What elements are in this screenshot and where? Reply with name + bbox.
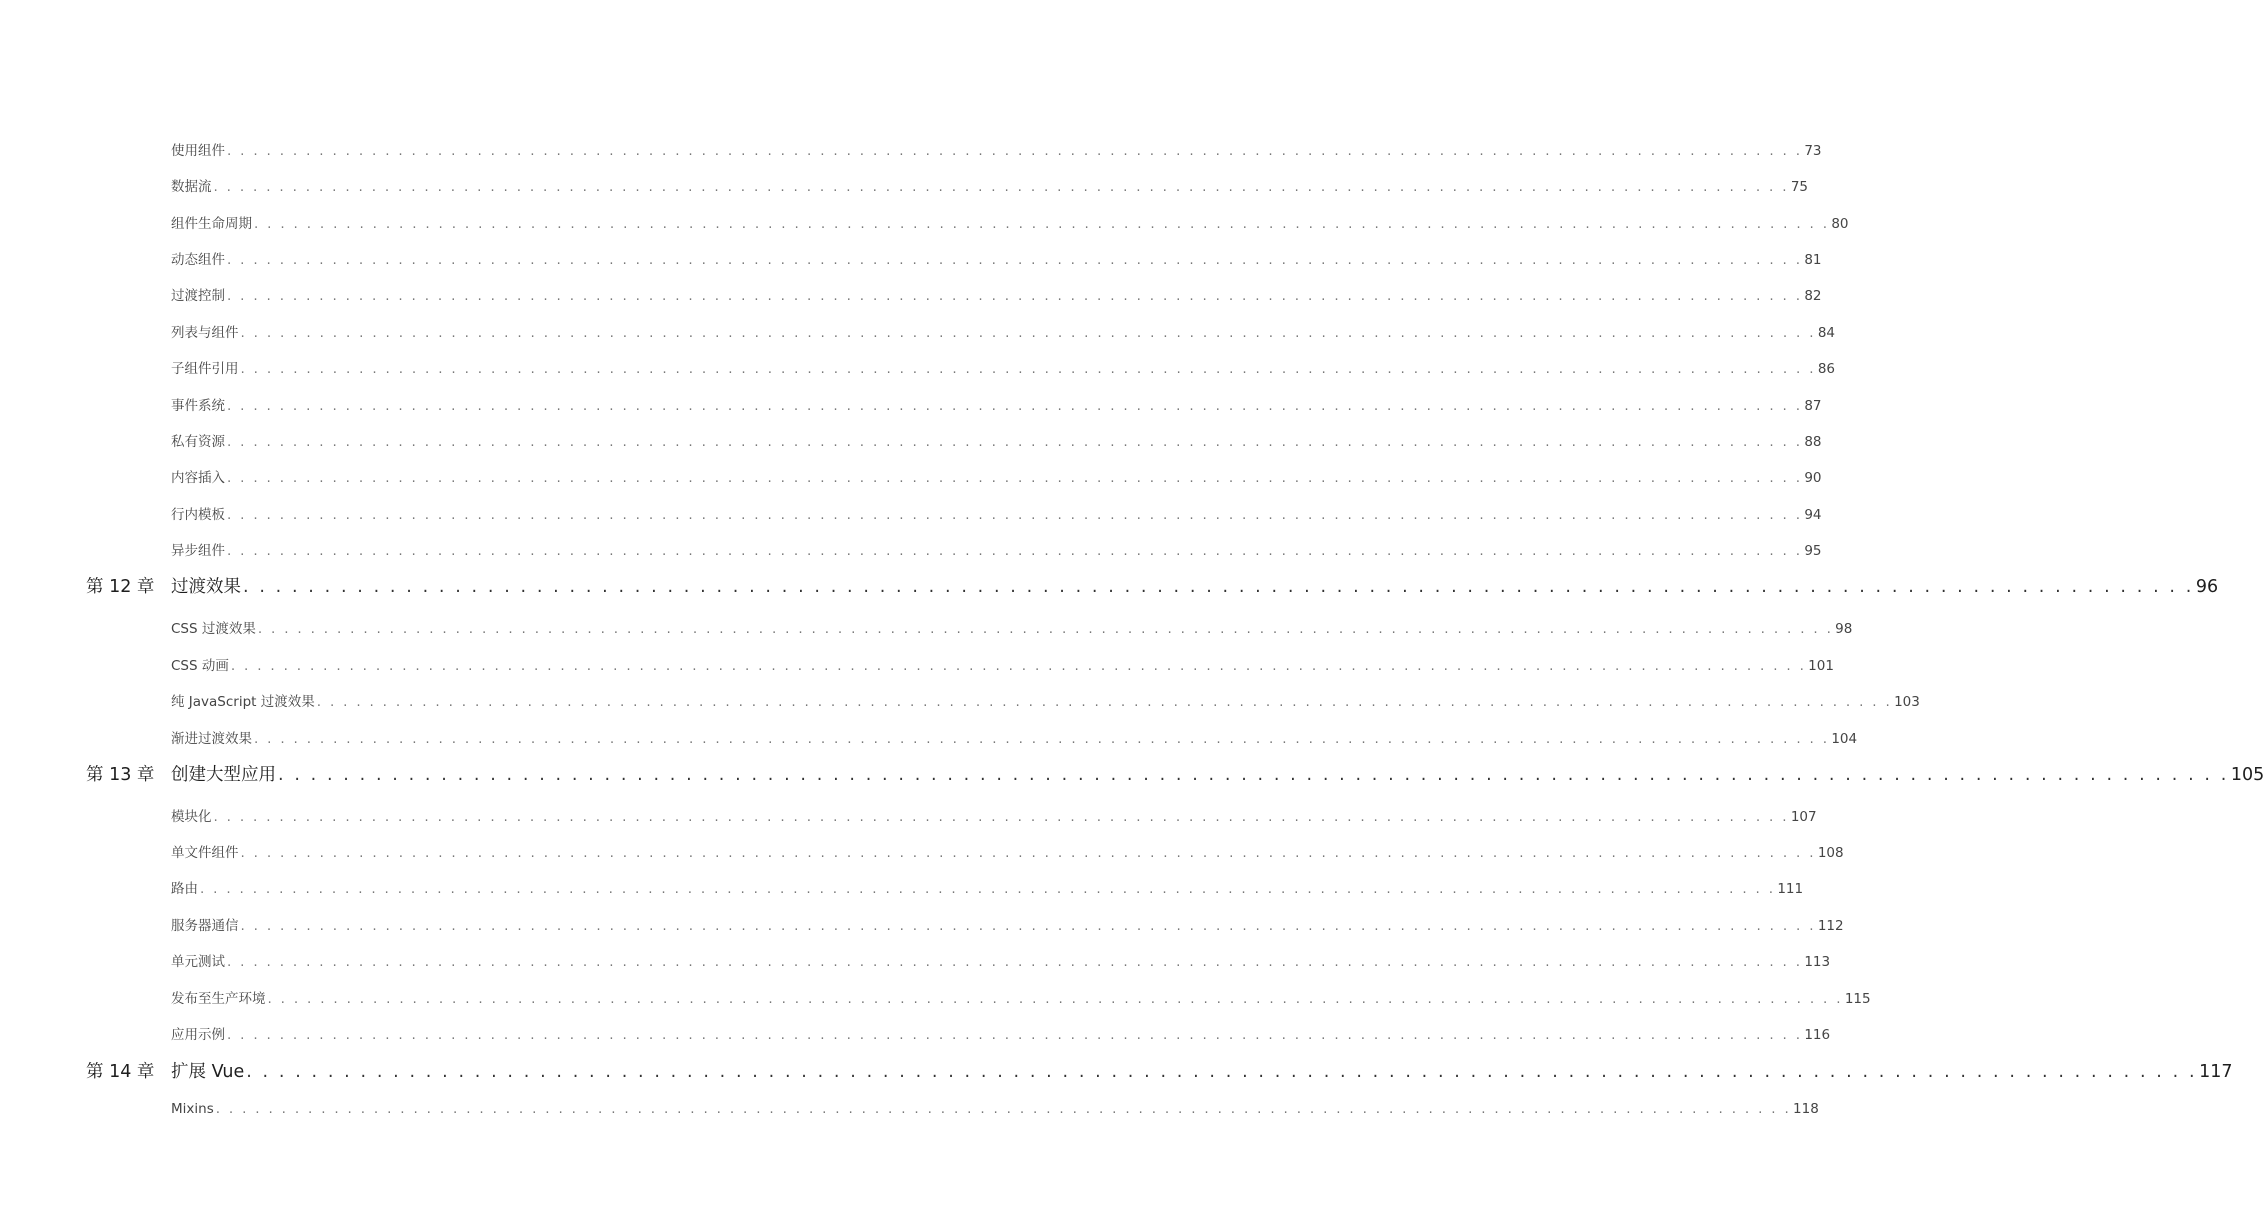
dot-leader: . . . . . . . . . . . . . . . . . . . . . . . . . . . . . . . . . . . . . . . . . . . . . . . . . . . . . . . . . . . . . . . . . . . . . . . . . . . . . . . . . . . . . . . . . . . . . . . . . . . . . . . . . . . . . . . . . . . . . . . . [254,216,1830,232]
dot-leader: . . . . . . . . . . . . . . . . . . . . . . . . . . . . . . . . . . . . . . . . . . . . . . . . . . . . . . . . . . . . . . . . . . . . . . . . . . . . . . . . . . . . . . . . . . . . . . . . . . . . . . . . . . . . . . . . . . . . . . . . [227,543,1803,559]
toc-section-entry[interactable] [171,321,1835,343]
toc-section-entry[interactable] [171,877,1804,899]
chapter-number: 第 14 章 [86,1062,155,1082]
page-number: 95 [1804,543,1822,559]
toc-section-entry[interactable] [171,212,1849,234]
dot-leader: . . . . . . . . . . . . . . . . . . . . . . . . . . . . . . . . . . . . . . . . . . . . . . . . . . . . . . . . . . . . . . . . . . . . . . . . . . . . . . . . . . . . . . . . . . . . . . . . . . . . . . . . . . . . . . . . . . . . . . . . [200,881,1776,897]
dot-leader: . . . . . . . . . . . . . . . . . . . . . . . . . . . . . . . . . . . . . . . . . . . . . . . . . . . . . . . . . . . . . . . . . . . . . . . . . . . . . . . . . . . . . . . . . . . . . . . . . . . . . . . . . . . . . . . . . . . . . . . . [227,434,1803,450]
entry-title: 发布至生产环境 [171,991,266,1007]
page-number: 86 [1817,361,1835,377]
toc-chapter-entry[interactable] [86,761,2264,789]
toc-section-entry[interactable] [171,284,1822,306]
dot-leader: . . . . . . . . . . . . . . . . . . . . . . . . . . . . . . . . . . . . . . . . . . . . . . . . . . . . . . . . . . . . . . . . . . . . . . . . . . . . . . . . . . . . . . . . . . . . . . . . . . . . . . . . . . . . . . . . . . . . . . . . [227,252,1803,268]
toc-section-entry[interactable] [171,139,1822,161]
page-number: 118 [1793,1101,1819,1117]
entry-title: 组件生命周期 [171,216,252,232]
dot-leader: . . . . . . . . . . . . . . . . . . . . . . . . . . . . . . . . . . . . . . . . . . . . . . . . . . . . . . . . . . . . . . . . . . . . . . . . . . . . . . . . . . . . . . . . . . . . . . . . . . . . . . . . . . . . . . . . . . . . . . . . [227,470,1803,486]
toc-section-entry[interactable] [171,248,1822,270]
page-number: 88 [1804,434,1822,450]
page-number: 75 [1790,179,1808,195]
dot-leader: . . . . . . . . . . . . . . . . . . . . . . . . . . . . . . . . . . . . . . . . . . . . . . . . . . . . . . . . . . . . . . . . . . . . . . . . . . . . . . . . . . . . . . . . . . . . . . . . . . . . . . . . . . . . . . . . . . . . . . . . [227,288,1803,304]
page-number: 101 [1808,658,1834,674]
toc-section-entry[interactable] [171,805,1817,827]
entry-title: CSS 过渡效果 [171,621,256,637]
dot-leader: . . . . . . . . . . . . . . . . . . . . . . . . . . . . . . . . . . . . . . . . . . . . . . . . . . . . . . . . . . . . . . . . . . . . . . . . . . . . . . . . . . . . . . . . . . . . . . . . . . . . . . . . . . . . . . . . . . . . . . . . [267,991,1843,1007]
dot-leader: . . . . . . . . . . . . . . . . . . . . . . . . . . . . . . . . . . . . . . . . . . . . . . . . . . . . . . . . . . . . . . . . . . . . . . . . . . . . . . . . . . . . . . . . . . . . . . . . . . . . . . . . . . . . . . . . . . . . . . . . [243,577,2194,597]
entry-title: 子组件引用 [171,361,239,377]
page-number: 87 [1804,398,1822,414]
page-number: 90 [1804,470,1822,486]
dot-leader: . . . . . . . . . . . . . . . . . . . . . . . . . . . . . . . . . . . . . . . . . . . . . . . . . . . . . . . . . . . . . . . . . . . . . . . . . . . . . . . . . . . . . . . . . . . . . . . . . . . . . . . . . . . . . . . . . . . . . . . . [227,143,1803,159]
entry-title: 模块化 [171,809,212,825]
page-number: 103 [1894,694,1920,710]
toc-section-entry[interactable] [171,430,1822,452]
entry-title: 扩展 Vue [171,1062,245,1082]
dot-leader: . . . . . . . . . . . . . . . . . . . . . . . . . . . . . . . . . . . . . . . . . . . . . . . . . . . . . . . . . . . . . . . . . . . . . . . . . . . . . . . . . . . . . . . . . . . . . . . . . . . . . . . . . . . . . . . . . . . . . . . . [278,765,2229,785]
dot-leader: . . . . . . . . . . . . . . . . . . . . . . . . . . . . . . . . . . . . . . . . . . . . . . . . . . . . . . . . . . . . . . . . . . . . . . . . . . . . . . . . . . . . . . . . . . . . . . . . . . . . . . . . . . . . . . . . . . . . . . . . [227,398,1803,414]
entry-title: 列表与组件 [171,325,239,341]
toc-section-entry[interactable] [171,950,1831,972]
page-number: 117 [2199,1062,2233,1082]
entry-title: 内容插入 [171,470,225,486]
entry-title: 纯 JavaScript 过渡效果 [171,694,315,710]
entry-title: 过渡控制 [171,288,225,304]
page-number: 82 [1804,288,1822,304]
dot-leader: . . . . . . . . . . . . . . . . . . . . . . . . . . . . . . . . . . . . . . . . . . . . . . . . . . . . . . . . . . . . . . . . . . . . . . . . . . . . . . . . . . . . . . . . . . . . . . . . . . . . . . . . . . . . . . . . . . . . . . . . [240,361,1816,377]
page-number: 81 [1804,252,1822,268]
dot-leader: . . . . . . . . . . . . . . . . . . . . . . . . . . . . . . . . . . . . . . . . . . . . . . . . . . . . . . . . . . . . . . . . . . . . . . . . . . . . . . . . . . . . . . . . . . . . . . . . . . . . . . . . . . . . . . . . . . . . . . . . [213,809,1789,825]
dot-leader: . . . . . . . . . . . . . . . . . . . . . . . . . . . . . . . . . . . . . . . . . . . . . . . . . . . . . . . . . . . . . . . . . . . . . . . . . . . . . . . . . . . . . . . . . . . . . . . . . . . . . . . . . . . . . . . . . . . . . . . . [246,1062,2198,1082]
entry-title: 行内模板 [171,507,225,523]
dot-leader: . . . . . . . . . . . . . . . . . . . . . . . . . . . . . . . . . . . . . . . . . . . . . . . . . . . . . . . . . . . . . . . . . . . . . . . . . . . . . . . . . . . . . . . . . . . . . . . . . . . . . . . . . . . . . . . . . . . . . . . . [215,1101,1792,1117]
toc-section-entry[interactable] [171,914,1844,936]
entry-title: 单文件组件 [171,845,239,861]
toc-section-entry[interactable] [171,841,1844,863]
dot-leader: . . . . . . . . . . . . . . . . . . . . . . . . . . . . . . . . . . . . . . . . . . . . . . . . . . . . . . . . . . . . . . . . . . . . . . . . . . . . . . . . . . . . . . . . . . . . . . . . . . . . . . . . . . . . . . . . . . . . . . . . [227,1027,1803,1043]
chapter-number: 第 13 章 [86,765,155,785]
toc-chapter-entry[interactable] [86,573,2219,601]
toc-section-entry[interactable] [171,690,1920,712]
dot-leader: . . . . . . . . . . . . . . . . . . . . . . . . . . . . . . . . . . . . . . . . . . . . . . . . . . . . . . . . . . . . . . . . . . . . . . . . . . . . . . . . . . . . . . . . . . . . . . . . . . . . . . . . . . . . . . . . . . . . . . . . [240,918,1816,934]
page-number: 73 [1804,143,1822,159]
toc-chapter-entry[interactable] [86,1058,2233,1086]
entry-title: 使用组件 [171,143,225,159]
toc-section-entry[interactable] [171,503,1822,525]
page-number: 111 [1777,881,1804,897]
entry-title: 路由 [171,881,198,897]
entry-title: 单元测试 [171,954,225,970]
toc-section-entry[interactable] [171,357,1835,379]
entry-title: 私有资源 [171,434,225,450]
toc-section-entry[interactable] [171,727,1858,749]
toc-section-entry[interactable] [171,617,1853,639]
page-number: 98 [1835,621,1853,637]
entry-title: 数据流 [171,179,212,195]
page-number: 113 [1804,954,1831,970]
toc-section-entry[interactable] [171,654,1834,676]
toc-section-entry[interactable] [171,394,1822,416]
page-number: 115 [1844,991,1871,1007]
entry-title: 动态组件 [171,252,225,268]
dot-leader: . . . . . . . . . . . . . . . . . . . . . . . . . . . . . . . . . . . . . . . . . . . . . . . . . . . . . . . . . . . . . . . . . . . . . . . . . . . . . . . . . . . . . . . . . . . . . . . . . . . . . . . . . . . . . . . . . . . . . . . . [257,621,1834,637]
page-number: 116 [1804,1027,1831,1043]
dot-leader: . . . . . . . . . . . . . . . . . . . . . . . . . . . . . . . . . . . . . . . . . . . . . . . . . . . . . . . . . . . . . . . . . . . . . . . . . . . . . . . . . . . . . . . . . . . . . . . . . . . . . . . . . . . . . . . . . . . . . . . . [213,179,1789,195]
dot-leader: . . . . . . . . . . . . . . . . . . . . . . . . . . . . . . . . . . . . . . . . . . . . . . . . . . . . . . . . . . . . . . . . . . . . . . . . . . . . . . . . . . . . . . . . . . . . . . . . . . . . . . . . . . . . . . . . . . . . . . . . [254,731,1830,747]
entry-title: 服务器通信 [171,918,239,934]
entry-title: 创建大型应用 [171,765,276,785]
entry-title: Mixins [171,1101,214,1117]
page-number: 104 [1831,731,1858,747]
page-number: 108 [1817,845,1844,861]
toc-section-entry[interactable] [171,466,1822,488]
page-number: 105 [2230,765,2264,785]
page-number: 84 [1817,325,1835,341]
toc-section-entry[interactable] [171,987,1871,1009]
entry-title: 过渡效果 [171,577,241,597]
chapter-number: 第 12 章 [86,577,155,597]
page-number: 112 [1817,918,1844,934]
toc-section-entry[interactable] [171,175,1808,197]
dot-leader: . . . . . . . . . . . . . . . . . . . . . . . . . . . . . . . . . . . . . . . . . . . . . . . . . . . . . . . . . . . . . . . . . . . . . . . . . . . . . . . . . . . . . . . . . . . . . . . . . . . . . . . . . . . . . . . . . . . . . . . . [227,507,1803,523]
toc-section-entry[interactable] [171,1101,1819,1123]
toc-section-entry[interactable] [171,1023,1831,1045]
entry-title: CSS 动画 [171,658,229,674]
dot-leader: . . . . . . . . . . . . . . . . . . . . . . . . . . . . . . . . . . . . . . . . . . . . . . . . . . . . . . . . . . . . . . . . . . . . . . . . . . . . . . . . . . . . . . . . . . . . . . . . . . . . . . . . . . . . . . . . . . . . . . . . [240,325,1816,341]
entry-title: 应用示例 [171,1027,225,1043]
dot-leader: . . . . . . . . . . . . . . . . . . . . . . . . . . . . . . . . . . . . . . . . . . . . . . . . . . . . . . . . . . . . . . . . . . . . . . . . . . . . . . . . . . . . . . . . . . . . . . . . . . . . . . . . . . . . . . . . . . . . . . . . [240,845,1816,861]
page-number: 80 [1831,216,1849,232]
entry-title: 异步组件 [171,543,225,559]
dot-leader: . . . . . . . . . . . . . . . . . . . . . . . . . . . . . . . . . . . . . . . . . . . . . . . . . . . . . . . . . . . . . . . . . . . . . . . . . . . . . . . . . . . . . . . . . . . . . . . . . . . . . . . . . . . . . . . . . . . . . . . . [316,694,1893,710]
dot-leader: . . . . . . . . . . . . . . . . . . . . . . . . . . . . . . . . . . . . . . . . . . . . . . . . . . . . . . . . . . . . . . . . . . . . . . . . . . . . . . . . . . . . . . . . . . . . . . . . . . . . . . . . . . . . . . . . . . . . . . . . [227,954,1803,970]
toc-section-entry[interactable] [171,539,1822,561]
page-number: 96 [2195,577,2219,597]
page-number: 94 [1804,507,1822,523]
entry-title: 渐进过渡效果 [171,731,252,747]
entry-title: 事件系统 [171,398,225,414]
page-number: 107 [1790,809,1817,825]
dot-leader: . . . . . . . . . . . . . . . . . . . . . . . . . . . . . . . . . . . . . . . . . . . . . . . . . . . . . . . . . . . . . . . . . . . . . . . . . . . . . . . . . . . . . . . . . . . . . . . . . . . . . . . . . . . . . . . . . . . . . . . . [230,658,1807,674]
